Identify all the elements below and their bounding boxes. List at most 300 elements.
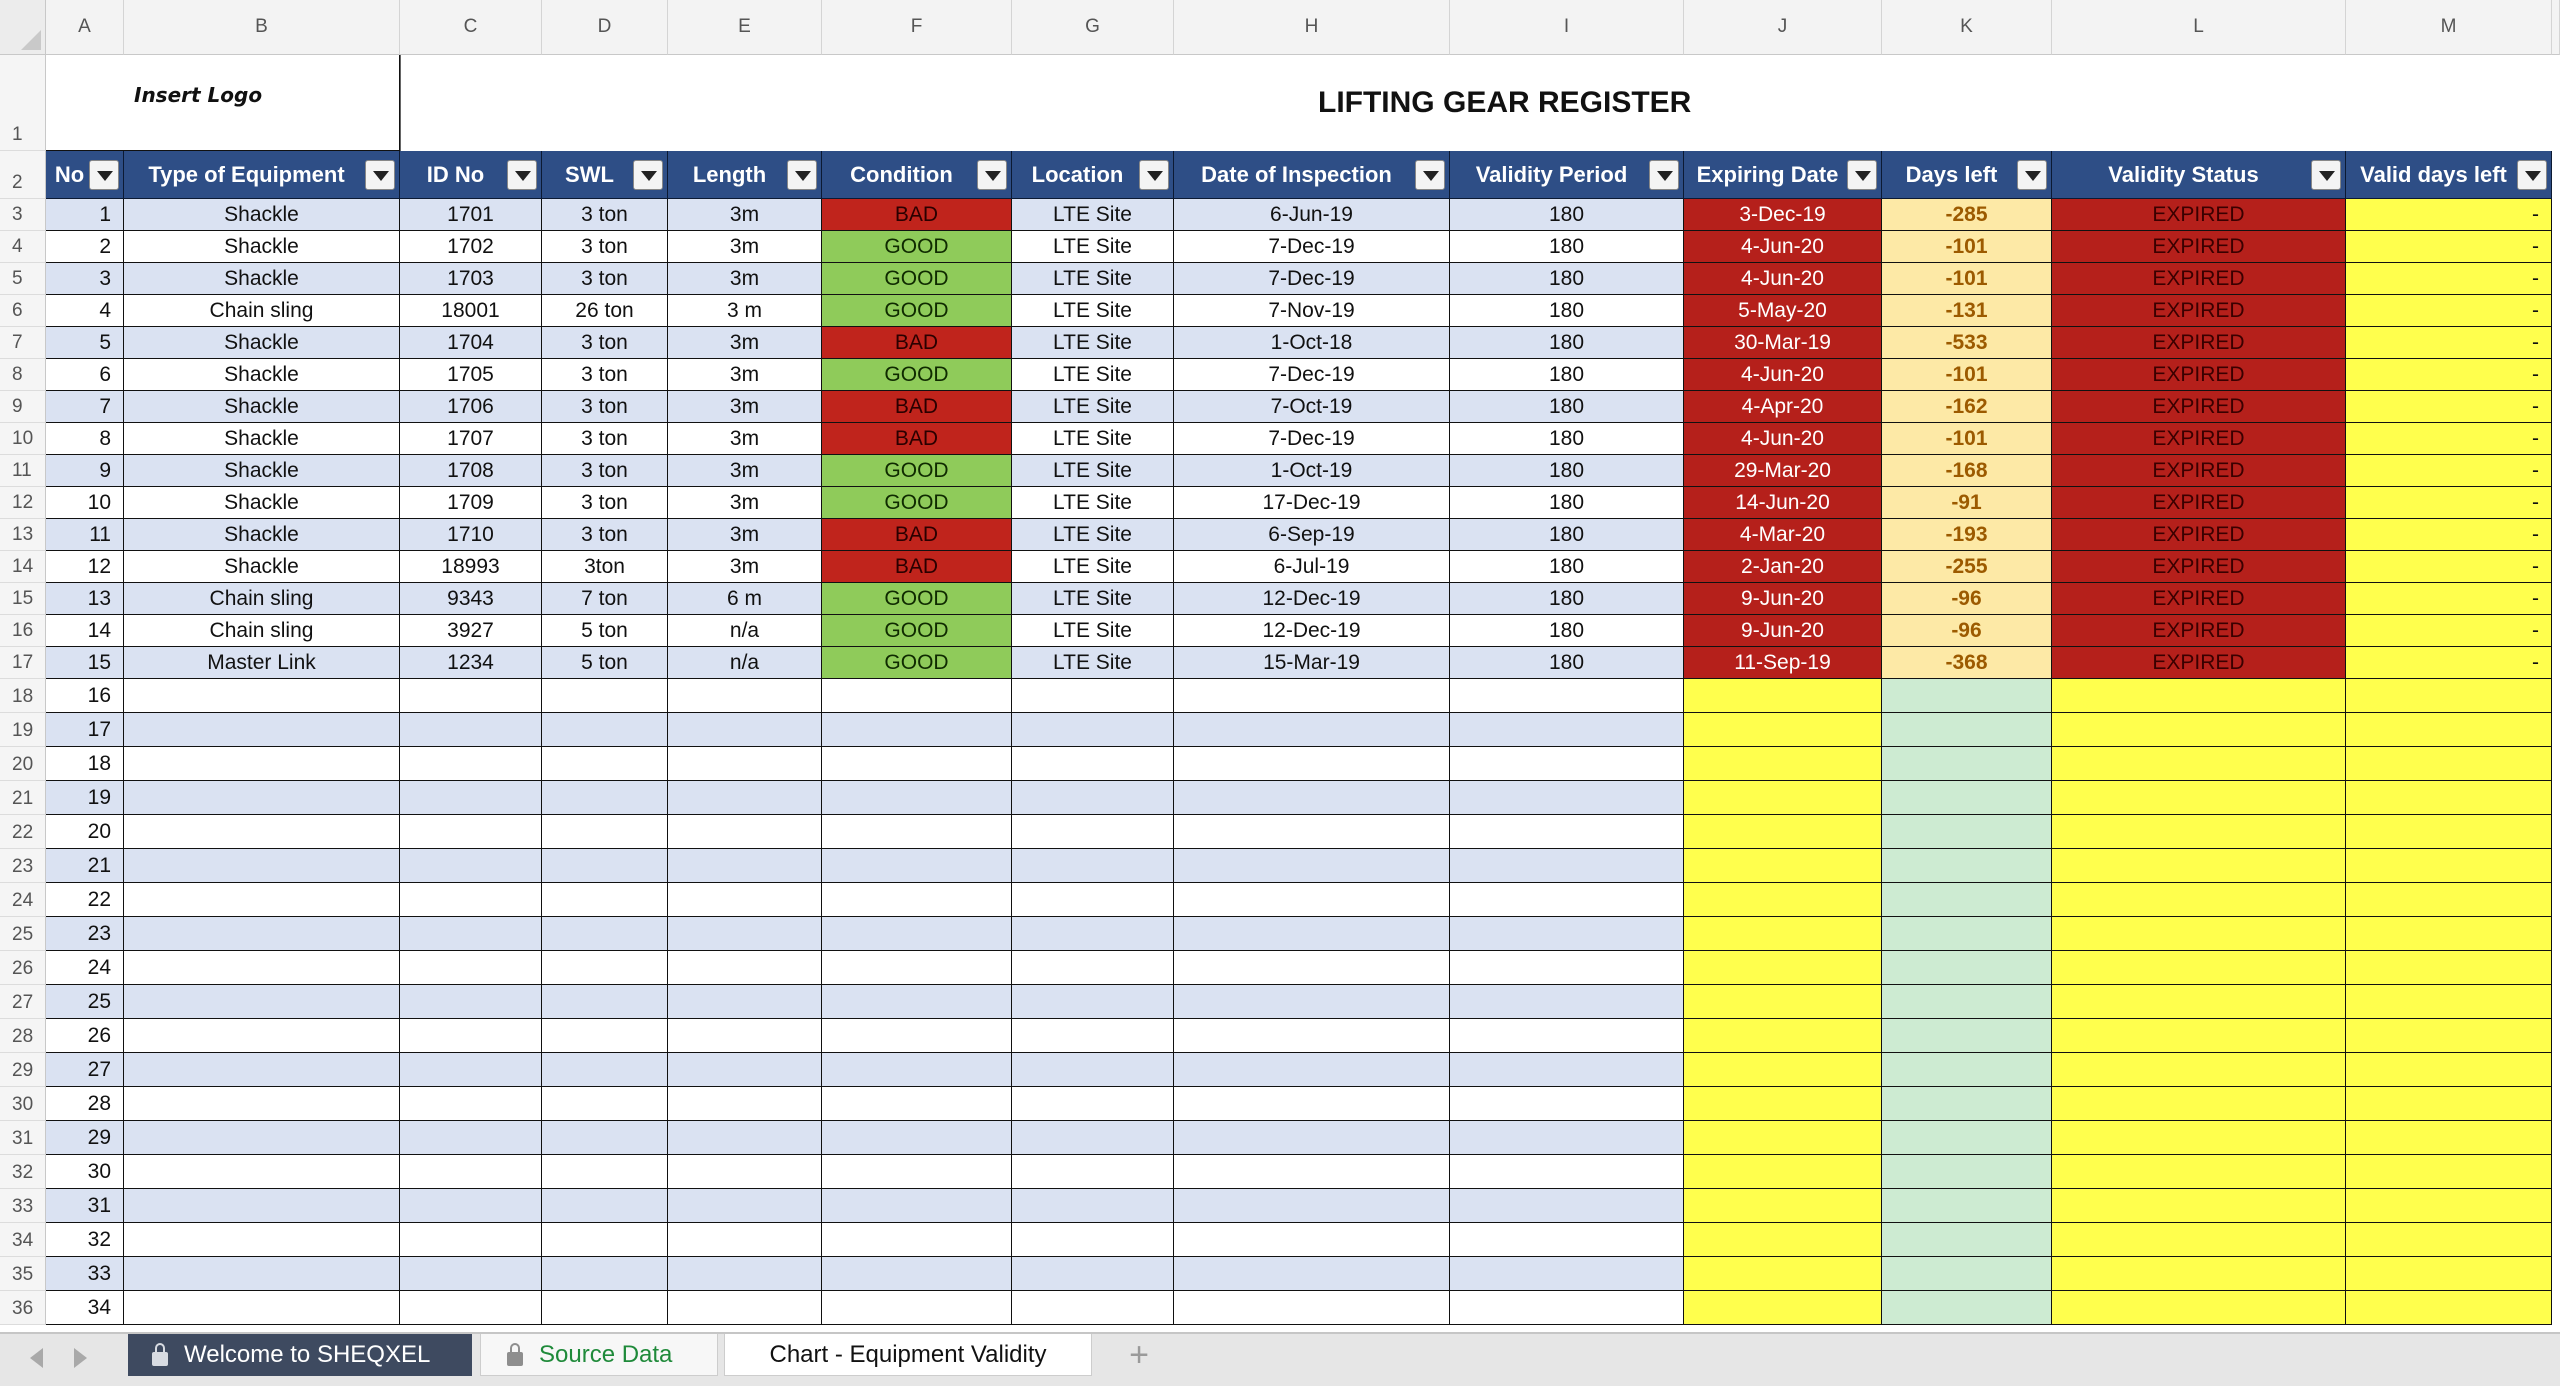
cell-valid-days-left[interactable]: - — [2346, 199, 2552, 231]
row-header-10[interactable]: 10 — [0, 423, 46, 455]
cell-no[interactable]: 30 — [46, 1155, 124, 1189]
cell-date-of-inspection[interactable] — [1174, 917, 1450, 951]
cell-days-left[interactable]: -193 — [1882, 519, 2052, 551]
cell-type-of-equipment[interactable]: Shackle — [124, 423, 400, 455]
cell-expiring-date[interactable]: 5-May-20 — [1684, 295, 1882, 327]
cell-date-of-inspection[interactable]: 6-Sep-19 — [1174, 519, 1450, 551]
cell-expiring-date[interactable]: 4-Jun-20 — [1684, 263, 1882, 295]
cell-days-left[interactable]: -101 — [1882, 231, 2052, 263]
cell-no[interactable]: 24 — [46, 951, 124, 985]
cell-days-left[interactable]: -255 — [1882, 551, 2052, 583]
cell-swl[interactable] — [542, 951, 668, 985]
cell-id-no[interactable] — [400, 781, 542, 815]
cell-condition[interactable] — [822, 985, 1012, 1019]
cell-location[interactable]: LTE Site — [1012, 327, 1174, 359]
cell-id-no[interactable] — [400, 1189, 542, 1223]
triangle-left-icon[interactable] — [30, 1348, 43, 1368]
cell-date-of-inspection[interactable] — [1174, 849, 1450, 883]
cell-id-no[interactable] — [400, 985, 542, 1019]
cell-validity-period[interactable] — [1450, 1121, 1684, 1155]
cell-no[interactable]: 28 — [46, 1087, 124, 1121]
cell-type-of-equipment[interactable]: Shackle — [124, 359, 400, 391]
cell-swl[interactable] — [542, 679, 668, 713]
cell-id-no[interactable] — [400, 849, 542, 883]
cell-swl[interactable] — [542, 1053, 668, 1087]
cell-swl[interactable] — [542, 883, 668, 917]
cell-type-of-equipment[interactable] — [124, 1291, 400, 1325]
cell-length[interactable]: 3m — [668, 455, 822, 487]
cell-condition[interactable]: GOOD — [822, 263, 1012, 295]
cell-length[interactable] — [668, 849, 822, 883]
cell-id-no[interactable]: 1706 — [400, 391, 542, 423]
cell-id-no[interactable] — [400, 883, 542, 917]
cell-validity-status[interactable] — [2052, 1189, 2346, 1223]
cell-no[interactable]: 12 — [46, 551, 124, 583]
cell-location[interactable]: LTE Site — [1012, 551, 1174, 583]
cell-swl[interactable] — [542, 985, 668, 1019]
cell-length[interactable]: 3m — [668, 327, 822, 359]
cell-condition[interactable]: BAD — [822, 423, 1012, 455]
cell-validity-status[interactable]: EXPIRED — [2052, 327, 2346, 359]
cell-location[interactable]: LTE Site — [1012, 455, 1174, 487]
cell-validity-period[interactable] — [1450, 747, 1684, 781]
cell-length[interactable] — [668, 951, 822, 985]
cell-expiring-date[interactable] — [1684, 985, 1882, 1019]
cell-valid-days-left[interactable]: - — [2346, 231, 2552, 263]
cell-swl[interactable]: 3 ton — [542, 263, 668, 295]
cell-no[interactable]: 34 — [46, 1291, 124, 1325]
cell-location[interactable]: LTE Site — [1012, 583, 1174, 615]
cell-id-no[interactable]: 18001 — [400, 295, 542, 327]
cell-id-no[interactable] — [400, 1155, 542, 1189]
cell-condition[interactable] — [822, 1189, 1012, 1223]
cell-validity-period[interactable] — [1450, 815, 1684, 849]
cell-date-of-inspection[interactable]: 17-Dec-19 — [1174, 487, 1450, 519]
cell-swl[interactable] — [542, 849, 668, 883]
cell-type-of-equipment[interactable]: Master Link — [124, 647, 400, 679]
cell-no[interactable]: 4 — [46, 295, 124, 327]
cell-type-of-equipment[interactable] — [124, 1223, 400, 1257]
cell-valid-days-left[interactable]: - — [2346, 647, 2552, 679]
cell-id-no[interactable]: 18993 — [400, 551, 542, 583]
cell-valid-days-left[interactable] — [2346, 951, 2552, 985]
cell-expiring-date[interactable] — [1684, 747, 1882, 781]
column-header-a[interactable]: A — [46, 0, 124, 55]
cell-no[interactable]: 15 — [46, 647, 124, 679]
cell-location[interactable]: LTE Site — [1012, 423, 1174, 455]
cell-expiring-date[interactable] — [1684, 781, 1882, 815]
cell-valid-days-left[interactable] — [2346, 713, 2552, 747]
cell-validity-period[interactable] — [1450, 1155, 1684, 1189]
cell-length[interactable] — [668, 1257, 822, 1291]
row-header-3[interactable]: 3 — [0, 199, 46, 231]
cell-swl[interactable] — [542, 747, 668, 781]
cell-expiring-date[interactable] — [1684, 679, 1882, 713]
cell-id-no[interactable]: 1703 — [400, 263, 542, 295]
cell-location[interactable] — [1012, 849, 1174, 883]
cell-swl[interactable] — [542, 1087, 668, 1121]
cell-date-of-inspection[interactable] — [1174, 883, 1450, 917]
cell-days-left[interactable] — [1882, 815, 2052, 849]
cell-validity-status[interactable] — [2052, 679, 2346, 713]
cell-type-of-equipment[interactable]: Chain sling — [124, 295, 400, 327]
cell-type-of-equipment[interactable] — [124, 849, 400, 883]
row-header-26[interactable]: 26 — [0, 951, 46, 985]
cell-expiring-date[interactable] — [1684, 951, 1882, 985]
cell-id-no[interactable]: 1705 — [400, 359, 542, 391]
filter-dropdown-icon[interactable] — [365, 160, 395, 190]
cell-swl[interactable] — [542, 1155, 668, 1189]
cell-date-of-inspection[interactable]: 7-Nov-19 — [1174, 295, 1450, 327]
cell-validity-status[interactable] — [2052, 1053, 2346, 1087]
cell-location[interactable] — [1012, 1019, 1174, 1053]
cell-date-of-inspection[interactable] — [1174, 1053, 1450, 1087]
cell-days-left[interactable] — [1882, 917, 2052, 951]
cell-location[interactable] — [1012, 747, 1174, 781]
cell-swl[interactable]: 3 ton — [542, 359, 668, 391]
cell-condition[interactable]: GOOD — [822, 359, 1012, 391]
filter-dropdown-icon[interactable] — [89, 160, 119, 190]
cell-no[interactable]: 32 — [46, 1223, 124, 1257]
cell-swl[interactable]: 3ton — [542, 551, 668, 583]
cell-validity-status[interactable]: EXPIRED — [2052, 295, 2346, 327]
cell-condition[interactable]: GOOD — [822, 615, 1012, 647]
cell-validity-status[interactable] — [2052, 917, 2346, 951]
cell-validity-period[interactable] — [1450, 1189, 1684, 1223]
cell-condition[interactable] — [822, 1257, 1012, 1291]
cell-id-no[interactable]: 1701 — [400, 199, 542, 231]
cell-validity-period[interactable]: 180 — [1450, 615, 1684, 647]
row-header-34[interactable]: 34 — [0, 1223, 46, 1257]
cell-valid-days-left[interactable] — [2346, 985, 2552, 1019]
cell-condition[interactable] — [822, 951, 1012, 985]
cell-swl[interactable]: 5 ton — [542, 647, 668, 679]
header-location[interactable] — [1012, 151, 1174, 199]
cell-valid-days-left[interactable]: - — [2346, 359, 2552, 391]
cell-date-of-inspection[interactable]: 1-Oct-19 — [1174, 455, 1450, 487]
cell-validity-period[interactable] — [1450, 1223, 1684, 1257]
cell-no[interactable]: 19 — [46, 781, 124, 815]
row-header-19[interactable]: 19 — [0, 713, 46, 747]
cell-condition[interactable]: GOOD — [822, 647, 1012, 679]
cell-valid-days-left[interactable]: - — [2346, 551, 2552, 583]
filter-dropdown-icon[interactable] — [1415, 160, 1445, 190]
cell-valid-days-left[interactable] — [2346, 1257, 2552, 1291]
cell-id-no[interactable] — [400, 713, 542, 747]
column-header-f[interactable]: F — [822, 0, 1012, 55]
header-expiring-date[interactable] — [1684, 151, 1882, 199]
column-header-j[interactable]: J — [1684, 0, 1882, 55]
cell-swl[interactable]: 3 ton — [542, 423, 668, 455]
cell-type-of-equipment[interactable] — [124, 1053, 400, 1087]
filter-dropdown-icon[interactable] — [2017, 160, 2047, 190]
cell-days-left[interactable] — [1882, 951, 2052, 985]
cell-swl[interactable] — [542, 1257, 668, 1291]
cell-condition[interactable]: GOOD — [822, 487, 1012, 519]
cell-no[interactable]: 3 — [46, 263, 124, 295]
cell-length[interactable]: 3m — [668, 551, 822, 583]
cell-expiring-date[interactable] — [1684, 1257, 1882, 1291]
cell-validity-status[interactable]: EXPIRED — [2052, 615, 2346, 647]
cell-condition[interactable]: BAD — [822, 551, 1012, 583]
cell-id-no[interactable]: 1710 — [400, 519, 542, 551]
cell-date-of-inspection[interactable] — [1174, 747, 1450, 781]
cell-date-of-inspection[interactable] — [1174, 1121, 1450, 1155]
cell-days-left[interactable]: -162 — [1882, 391, 2052, 423]
cell-days-left[interactable] — [1882, 883, 2052, 917]
cell-type-of-equipment[interactable] — [124, 781, 400, 815]
cell-validity-period[interactable] — [1450, 917, 1684, 951]
cell-swl[interactable] — [542, 1223, 668, 1257]
cell-valid-days-left[interactable] — [2346, 1223, 2552, 1257]
cell-id-no[interactable] — [400, 1019, 542, 1053]
filter-dropdown-icon[interactable] — [1847, 160, 1877, 190]
cell-condition[interactable] — [822, 1087, 1012, 1121]
cell-type-of-equipment[interactable]: Shackle — [124, 519, 400, 551]
cell-type-of-equipment[interactable] — [124, 917, 400, 951]
cell-condition[interactable] — [822, 679, 1012, 713]
cell-days-left[interactable] — [1882, 1019, 2052, 1053]
cell-length[interactable] — [668, 747, 822, 781]
cell-no[interactable]: 27 — [46, 1053, 124, 1087]
cell-days-left[interactable]: -96 — [1882, 615, 2052, 647]
row-header-25[interactable]: 25 — [0, 917, 46, 951]
cell-valid-days-left[interactable]: - — [2346, 455, 2552, 487]
cell-days-left[interactable] — [1882, 679, 2052, 713]
cell-id-no[interactable] — [400, 679, 542, 713]
row-header-2[interactable]: 2 — [0, 151, 46, 199]
cell-valid-days-left[interactable] — [2346, 1121, 2552, 1155]
cell-swl[interactable] — [542, 917, 668, 951]
cell-swl[interactable] — [542, 1019, 668, 1053]
cell-length[interactable]: 3m — [668, 359, 822, 391]
row-header-22[interactable]: 22 — [0, 815, 46, 849]
cell-validity-status[interactable] — [2052, 1291, 2346, 1325]
filter-dropdown-icon[interactable] — [1649, 160, 1679, 190]
cell-length[interactable] — [668, 1121, 822, 1155]
cell-length[interactable] — [668, 1053, 822, 1087]
row-header-16[interactable]: 16 — [0, 615, 46, 647]
cell-swl[interactable] — [542, 1291, 668, 1325]
cell-condition[interactable] — [822, 1019, 1012, 1053]
cell-type-of-equipment[interactable]: Chain sling — [124, 615, 400, 647]
cell-validity-period[interactable]: 180 — [1450, 391, 1684, 423]
cell-validity-status[interactable] — [2052, 1155, 2346, 1189]
cell-type-of-equipment[interactable] — [124, 1189, 400, 1223]
cell-date-of-inspection[interactable] — [1174, 985, 1450, 1019]
cell-date-of-inspection[interactable]: 6-Jul-19 — [1174, 551, 1450, 583]
cell-expiring-date[interactable]: 2-Jan-20 — [1684, 551, 1882, 583]
cell-no[interactable]: 6 — [46, 359, 124, 391]
cell-validity-status[interactable] — [2052, 1223, 2346, 1257]
cell-location[interactable] — [1012, 951, 1174, 985]
cell-date-of-inspection[interactable] — [1174, 1155, 1450, 1189]
row-header-4[interactable]: 4 — [0, 231, 46, 263]
cell-id-no[interactable]: 1709 — [400, 487, 542, 519]
cell-date-of-inspection[interactable] — [1174, 679, 1450, 713]
cell-swl[interactable]: 3 ton — [542, 199, 668, 231]
header-valid-days-left[interactable] — [2346, 151, 2552, 199]
cell-location[interactable] — [1012, 1189, 1174, 1223]
cell-date-of-inspection[interactable]: 7-Dec-19 — [1174, 359, 1450, 391]
cell-condition[interactable] — [822, 747, 1012, 781]
cell-swl[interactable] — [542, 1121, 668, 1155]
cell-location[interactable] — [1012, 1053, 1174, 1087]
cell-valid-days-left[interactable] — [2346, 1019, 2552, 1053]
row-header-7[interactable]: 7 — [0, 327, 46, 359]
cell-type-of-equipment[interactable]: Shackle — [124, 487, 400, 519]
select-all-corner[interactable] — [0, 0, 46, 55]
cell-type-of-equipment[interactable]: Chain sling — [124, 583, 400, 615]
cell-length[interactable]: 3m — [668, 423, 822, 455]
cell-condition[interactable] — [822, 713, 1012, 747]
cell-validity-status[interactable] — [2052, 713, 2346, 747]
cell-length[interactable]: 3m — [668, 199, 822, 231]
row-header-18[interactable]: 18 — [0, 679, 46, 713]
cell-expiring-date[interactable]: 4-Jun-20 — [1684, 423, 1882, 455]
row-header-20[interactable]: 20 — [0, 747, 46, 781]
cell-id-no[interactable] — [400, 815, 542, 849]
cell-length[interactable] — [668, 713, 822, 747]
header-swl[interactable] — [542, 151, 668, 199]
cell-length[interactable]: n/a — [668, 615, 822, 647]
cell-condition[interactable] — [822, 1121, 1012, 1155]
cell-type-of-equipment[interactable] — [124, 713, 400, 747]
cell-length[interactable]: 3m — [668, 231, 822, 263]
cell-days-left[interactable] — [1882, 747, 2052, 781]
cell-length[interactable] — [668, 1189, 822, 1223]
row-header-21[interactable]: 21 — [0, 781, 46, 815]
cell-location[interactable] — [1012, 883, 1174, 917]
cell-validity-period[interactable] — [1450, 849, 1684, 883]
cell-validity-period[interactable] — [1450, 985, 1684, 1019]
cell-validity-status[interactable] — [2052, 781, 2346, 815]
cell-expiring-date[interactable] — [1684, 1053, 1882, 1087]
cell-validity-period[interactable] — [1450, 883, 1684, 917]
cell-type-of-equipment[interactable]: Shackle — [124, 263, 400, 295]
cell-validity-status[interactable]: EXPIRED — [2052, 391, 2346, 423]
cell-id-no[interactable] — [400, 1087, 542, 1121]
cell-validity-period[interactable]: 180 — [1450, 551, 1684, 583]
cell-location[interactable] — [1012, 917, 1174, 951]
cell-validity-period[interactable] — [1450, 951, 1684, 985]
cell-validity-status[interactable] — [2052, 1121, 2346, 1155]
cell-swl[interactable]: 3 ton — [542, 327, 668, 359]
tab-source-data[interactable] — [480, 1334, 718, 1376]
cell-type-of-equipment[interactable] — [124, 951, 400, 985]
cell-location[interactable] — [1012, 1257, 1174, 1291]
row-header-27[interactable]: 27 — [0, 985, 46, 1019]
cell-validity-period[interactable] — [1450, 781, 1684, 815]
cell-condition[interactable] — [822, 1291, 1012, 1325]
cell-length[interactable]: 3 m — [668, 295, 822, 327]
cell-no[interactable]: 16 — [46, 679, 124, 713]
cell-valid-days-left[interactable] — [2346, 747, 2552, 781]
cell-validity-status[interactable] — [2052, 951, 2346, 985]
cell-expiring-date[interactable]: 4-Mar-20 — [1684, 519, 1882, 551]
cell-expiring-date[interactable] — [1684, 917, 1882, 951]
header-length[interactable] — [668, 151, 822, 199]
tab-chart-equipment-validity[interactable] — [724, 1334, 1092, 1376]
column-header-m[interactable]: M — [2346, 0, 2552, 55]
cell-expiring-date[interactable]: 30-Mar-19 — [1684, 327, 1882, 359]
cell-condition[interactable] — [822, 883, 1012, 917]
cell-condition[interactable]: BAD — [822, 199, 1012, 231]
cell-days-left[interactable] — [1882, 849, 2052, 883]
cell-swl[interactable]: 3 ton — [542, 455, 668, 487]
cell-condition[interactable] — [822, 1223, 1012, 1257]
cell-condition[interactable] — [822, 1155, 1012, 1189]
cell-id-no[interactable] — [400, 917, 542, 951]
cell-days-left[interactable] — [1882, 1053, 2052, 1087]
cell-days-left[interactable]: -285 — [1882, 199, 2052, 231]
cell-type-of-equipment[interactable] — [124, 1257, 400, 1291]
row-header-9[interactable]: 9 — [0, 391, 46, 423]
cell-type-of-equipment[interactable]: Shackle — [124, 231, 400, 263]
cell-type-of-equipment[interactable]: Shackle — [124, 455, 400, 487]
cell-type-of-equipment[interactable] — [124, 985, 400, 1019]
cell-date-of-inspection[interactable]: 15-Mar-19 — [1174, 647, 1450, 679]
cell-length[interactable] — [668, 1291, 822, 1325]
cell-expiring-date[interactable]: 9-Jun-20 — [1684, 615, 1882, 647]
row-header-35[interactable]: 35 — [0, 1257, 46, 1291]
cell-id-no[interactable] — [400, 747, 542, 781]
cell-validity-period[interactable] — [1450, 1053, 1684, 1087]
cell-id-no[interactable] — [400, 951, 542, 985]
cell-swl[interactable] — [542, 1189, 668, 1223]
cell-type-of-equipment[interactable] — [124, 679, 400, 713]
cell-expiring-date[interactable]: 29-Mar-20 — [1684, 455, 1882, 487]
cell-length[interactable] — [668, 985, 822, 1019]
cell-type-of-equipment[interactable]: Shackle — [124, 199, 400, 231]
cell-length[interactable]: 3m — [668, 263, 822, 295]
header-validity-period[interactable] — [1450, 151, 1684, 199]
cell-validity-status[interactable]: EXPIRED — [2052, 519, 2346, 551]
header-condition[interactable] — [822, 151, 1012, 199]
column-header-k[interactable]: K — [1882, 0, 2052, 55]
cell-date-of-inspection[interactable] — [1174, 1223, 1450, 1257]
cell-validity-status[interactable] — [2052, 815, 2346, 849]
cell-validity-period[interactable] — [1450, 713, 1684, 747]
cell-location[interactable] — [1012, 713, 1174, 747]
cell-days-left[interactable]: -96 — [1882, 583, 2052, 615]
cell-condition[interactable] — [822, 917, 1012, 951]
cell-location[interactable] — [1012, 781, 1174, 815]
cell-expiring-date[interactable] — [1684, 849, 1882, 883]
cell-expiring-date[interactable]: 9-Jun-20 — [1684, 583, 1882, 615]
cell-type-of-equipment[interactable] — [124, 1121, 400, 1155]
cell-date-of-inspection[interactable] — [1174, 1291, 1450, 1325]
cell-length[interactable]: n/a — [668, 647, 822, 679]
cell-validity-status[interactable] — [2052, 849, 2346, 883]
cell-validity-status[interactable]: EXPIRED — [2052, 359, 2346, 391]
cell-days-left[interactable] — [1882, 1155, 2052, 1189]
cell-location[interactable] — [1012, 1087, 1174, 1121]
row-header-33[interactable]: 33 — [0, 1189, 46, 1223]
cell-location[interactable]: LTE Site — [1012, 391, 1174, 423]
cell-validity-period[interactable] — [1450, 679, 1684, 713]
row-header-29[interactable]: 29 — [0, 1053, 46, 1087]
cell-date-of-inspection[interactable] — [1174, 1087, 1450, 1121]
cell-validity-status[interactable]: EXPIRED — [2052, 455, 2346, 487]
cell-validity-period[interactable]: 180 — [1450, 519, 1684, 551]
row-header-6[interactable]: 6 — [0, 295, 46, 327]
cell-days-left[interactable] — [1882, 781, 2052, 815]
cell-date-of-inspection[interactable] — [1174, 713, 1450, 747]
cell-condition[interactable]: GOOD — [822, 231, 1012, 263]
triangle-right-icon[interactable] — [74, 1348, 87, 1368]
cell-type-of-equipment[interactable] — [124, 1087, 400, 1121]
